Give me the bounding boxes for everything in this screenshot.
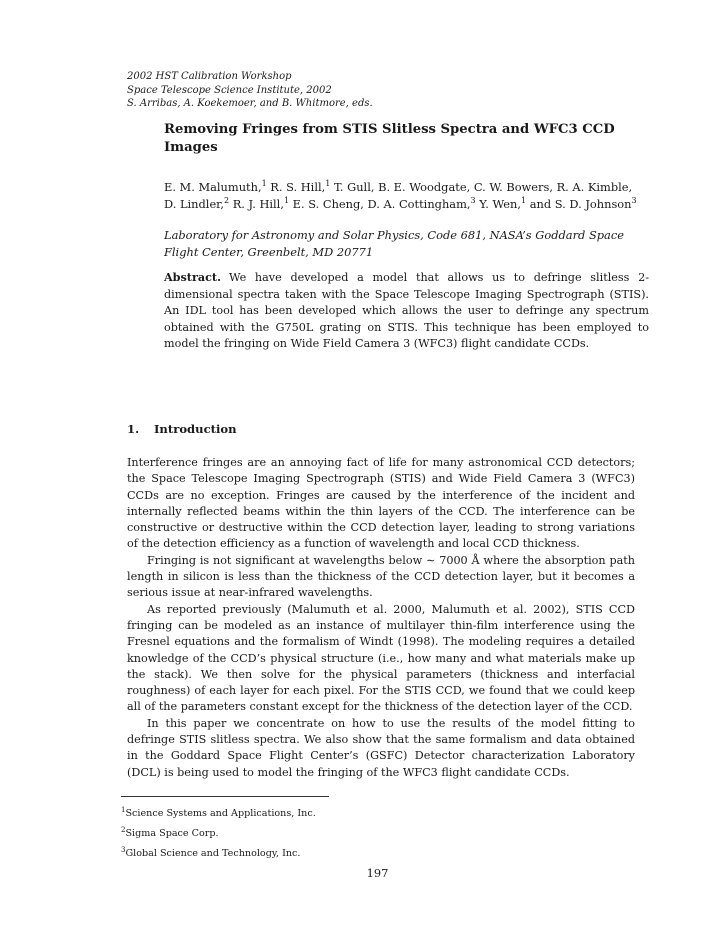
footnote — [121, 848, 316, 868]
abstract-label: Abstract. — [164, 270, 221, 284]
footnote — [121, 808, 316, 828]
author-text: T. Gull, B. E. Woodgate, C. W. Bowers, R. A. Kimble, D. Lindler, — [164, 180, 633, 211]
section-heading — [127, 422, 237, 436]
footnote-text: Sigma Space Corp. — [125, 828, 219, 839]
abstract-text: We have developed a model that allows us to defringe slitless 2-dimensional spectra taken with the Space Telescope Imaging Spectrograph (STIS). An IDL tool has been developed which allows the user to defringe any spectrum obtained with the G750L grating on STIS. This technique has been employed to model the fringing on Wide Field Camera 3 (WFC3) flight candidate CCDs. — [164, 271, 649, 350]
section-number: 1. — [127, 422, 140, 436]
paragraph: Fringing is not significant at wavelengths below ∼ 7000 Å where the absorption path length in silicon is less than the thickness of the CCD detection layer, but it becomes a serious issue at near-infrared wavelengths. — [127, 553, 635, 600]
paragraph: As reported previously (Malumuth et al. 2000, Malumuth et al. 2002), STIS CCD fringing can be modeled as an instance of multilayer thin-film interference using the Fresnel equations and the formalism of Windt (1998). The modeling requires a detailed knowledge of the CCD’s physical structure (i.e., how many and what materials make up the stack). We then solve for the physical parameters (thickness and interfacial roughness) of each layer for each pixel. For the STIS CCD, we found that we could keep all of the parameters constant except for the thickness of the detection layer of the CCD. — [127, 602, 635, 714]
paper-title: Removing Fringes from STIS Slitless Spectra and WFC3 CCD Images — [164, 122, 615, 155]
header-line-1: 2002 HST Calibration Workshop — [127, 71, 292, 82]
page-number: 197 — [366, 866, 389, 880]
author-text: E. S. Cheng, D. A. Cottingham, — [289, 196, 471, 211]
header-line-2: Space Telescope Science Institute, 2002 — [127, 84, 332, 96]
footnote-mark: 3 — [121, 846, 126, 854]
body-text — [127, 455, 635, 781]
footnote-mark: 1 — [261, 179, 267, 189]
footnote-mark: 1 — [325, 179, 331, 189]
footnote-mark: 1 — [283, 195, 290, 205]
footnote-mark: 3 — [631, 195, 637, 205]
author-text: R. S. Hill, — [266, 180, 326, 194]
footnote-mark: 2 — [121, 826, 126, 834]
footnote-text: Global Science and Technology, Inc. — [125, 848, 301, 859]
author-text: R. J. Hill, — [229, 196, 284, 211]
footnote-mark: 1 — [121, 806, 126, 814]
author-text: Y. Wen, — [475, 196, 521, 211]
author-list — [164, 179, 644, 212]
header-line-3: S. Arribas, A. Koekemoer, and B. Whitmore, eds. — [127, 98, 373, 109]
abstract — [164, 269, 649, 353]
conference-header — [127, 70, 373, 111]
section-title: Introduction — [154, 422, 237, 436]
footnote-mark: 1 — [521, 195, 527, 205]
author-text: and S. D. Johnson — [526, 196, 632, 211]
footnote-text: Science Systems and Applications, Inc. — [125, 808, 316, 819]
footnotes — [121, 808, 316, 868]
footnote-mark: 3 — [470, 195, 476, 205]
affiliation: Laboratory for Astronomy and Solar Physics, Code 681, NASA’s Goddard Space Flight Center, Greenbelt, MD 20771 — [164, 228, 624, 259]
paragraph: In this paper we concentrate on how to use the results of the model fitting to defringe STIS slitless spectra. We also show that the same formalism and data obtained in the Goddard Space Flight Center’s (GSFC) Detector characterization Laboratory (DCL) is being used to model the fringing of the WFC3 flight candidate CCDs. — [127, 716, 635, 779]
footnote — [121, 828, 316, 848]
author-text: E. M. Malumuth, — [164, 180, 262, 194]
footnote-rule — [121, 796, 329, 797]
footnote-mark: 2 — [224, 195, 230, 205]
paragraph: Interference fringes are an annoying fact of life for many astronomical CCD detectors; the Space Telescope Imaging Spectrograph (STIS) and Wide Field Camera 3 (WFC3) CCDs are no exception. Fringes are caused by the interference of the incident and internally reflected beams within the thin layers of the CCD. The interference can be constructive or destructive within the CCD detection layer, leading to strong variations of the detection efficiency as a function of wavelength and local CCD thickness. — [127, 456, 635, 551]
